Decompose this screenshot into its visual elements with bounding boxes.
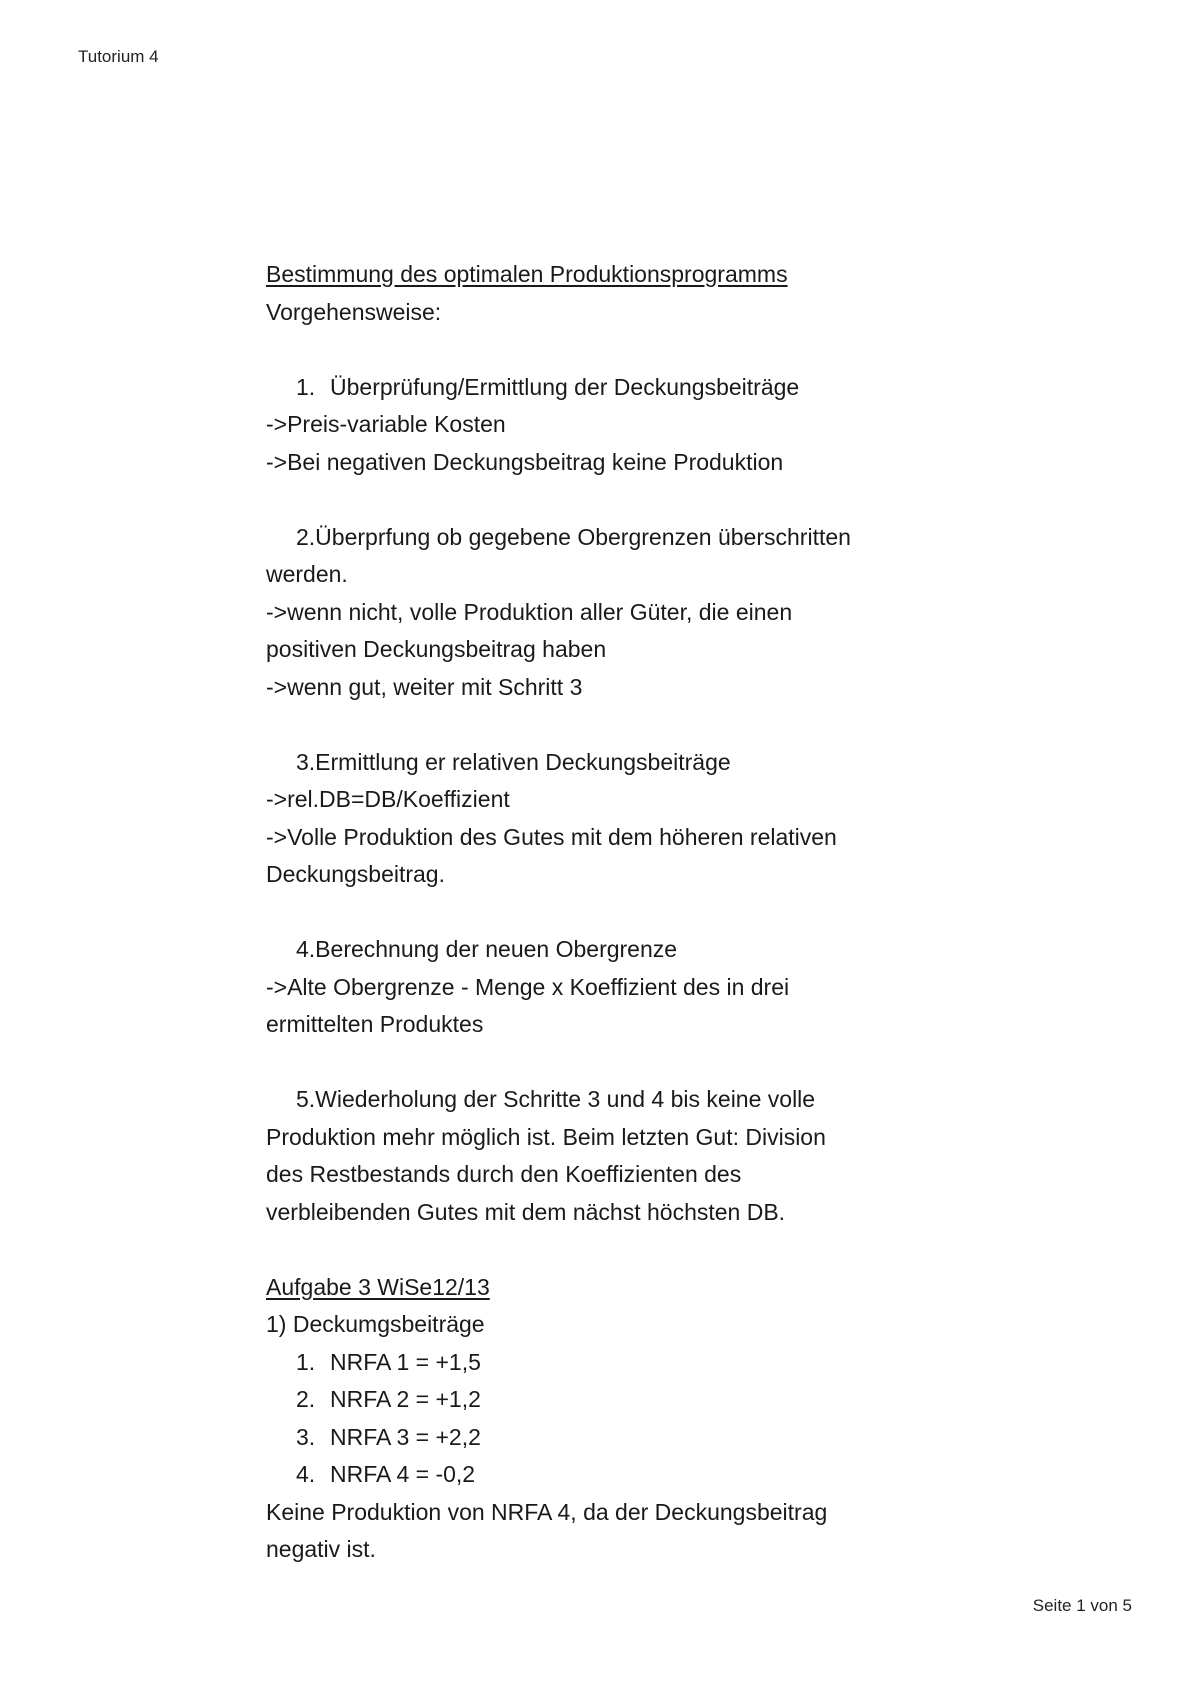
- blank-line: [266, 1231, 986, 1269]
- list-item-text: NRFA 1 = +1,5: [330, 1348, 481, 1375]
- step-2-line: ->wenn gut, weiter mit Schritt 3: [266, 673, 583, 700]
- step-2-line: werden.: [266, 561, 348, 587]
- section-heading: Bestimmung des optimalen Produktionsprogramms: [266, 261, 788, 287]
- list-item-number: 1.: [296, 1348, 316, 1375]
- list-item-number: 3.: [296, 1423, 316, 1450]
- list-item-number: 4.: [296, 1461, 316, 1487]
- blank-line: [266, 331, 986, 369]
- list-item-text: NRFA 4 = -0,2: [330, 1461, 476, 1487]
- step-5-line: des Restbestands durch den Koeffizienten des: [266, 1161, 742, 1187]
- list-item: [266, 1456, 986, 1494]
- list-item-text: NRFA 2 = +1,2: [330, 1386, 481, 1412]
- list-item: [266, 1419, 986, 1457]
- blank-line: [266, 706, 986, 744]
- step-4-title: 4.Berechnung der neuen Obergrenze: [296, 936, 678, 962]
- step-1-title: [266, 369, 986, 407]
- conclusion-line: Keine Produktion von NRFA 4, da der Deckungsbeitrag: [266, 1498, 828, 1525]
- step-3-line: ->Volle Produktion des Gutes mit dem höheren relativen: [266, 823, 837, 850]
- step-5-title: 5.Wiederholung der Schritte 3 und 4 bis keine volle: [296, 1086, 816, 1112]
- step-4-line: ->Alte Obergrenze - Menge x Koeffizient des in drei: [266, 973, 790, 1000]
- step-5-line: Produktion mehr möglich ist. Beim letzten Gut: Division: [266, 1123, 826, 1150]
- list-item: [266, 1344, 986, 1382]
- blank-line: [266, 894, 986, 932]
- list-item-text: NRFA 3 = +2,2: [330, 1423, 481, 1450]
- page-header: Tutorium 4: [78, 47, 159, 66]
- page-number: Seite 1 von 5: [1032, 1596, 1132, 1615]
- step-1-line: ->Preis-variable Kosten: [266, 411, 506, 437]
- step-2-line: positiven Deckungsbeitrag haben: [266, 636, 607, 662]
- conclusion-line: negativ ist.: [266, 1536, 376, 1562]
- list-item: [266, 1381, 986, 1419]
- intro-text: Vorgehensweise:: [266, 298, 442, 325]
- step-2-title: 2.Überprfung ob gegebene Obergrenzen überschritten: [296, 523, 851, 550]
- document-body: [266, 256, 986, 1569]
- step-3-line: Deckungsbeitrag.: [266, 861, 445, 887]
- blank-line: [266, 1044, 986, 1082]
- step-2-line: ->wenn nicht, volle Produktion aller Güter, die einen: [266, 598, 793, 625]
- step-1-line: ->Bei negativen Deckungsbeitrag keine Produktion: [266, 448, 784, 475]
- task-subheading: 1) Deckumgsbeiträge: [266, 1311, 485, 1337]
- step-4-line: ermittelten Produktes: [266, 1011, 484, 1037]
- list-item-number: 2.: [296, 1386, 316, 1412]
- step-3-title: 3.Ermittlung er relativen Deckungsbeiträge: [296, 748, 731, 775]
- step-1-text: Überprüfung/Ermittlung der Deckungsbeiträge: [330, 373, 800, 400]
- step-1-number: 1.: [296, 373, 316, 400]
- step-5-line: verbleibenden Gutes mit dem nächst höchsten DB.: [266, 1198, 786, 1225]
- step-3-line: ->rel.DB=DB/Koeffizient: [266, 786, 510, 812]
- blank-line: [266, 481, 986, 519]
- task-heading: Aufgabe 3 WiSe12/13: [266, 1273, 490, 1300]
